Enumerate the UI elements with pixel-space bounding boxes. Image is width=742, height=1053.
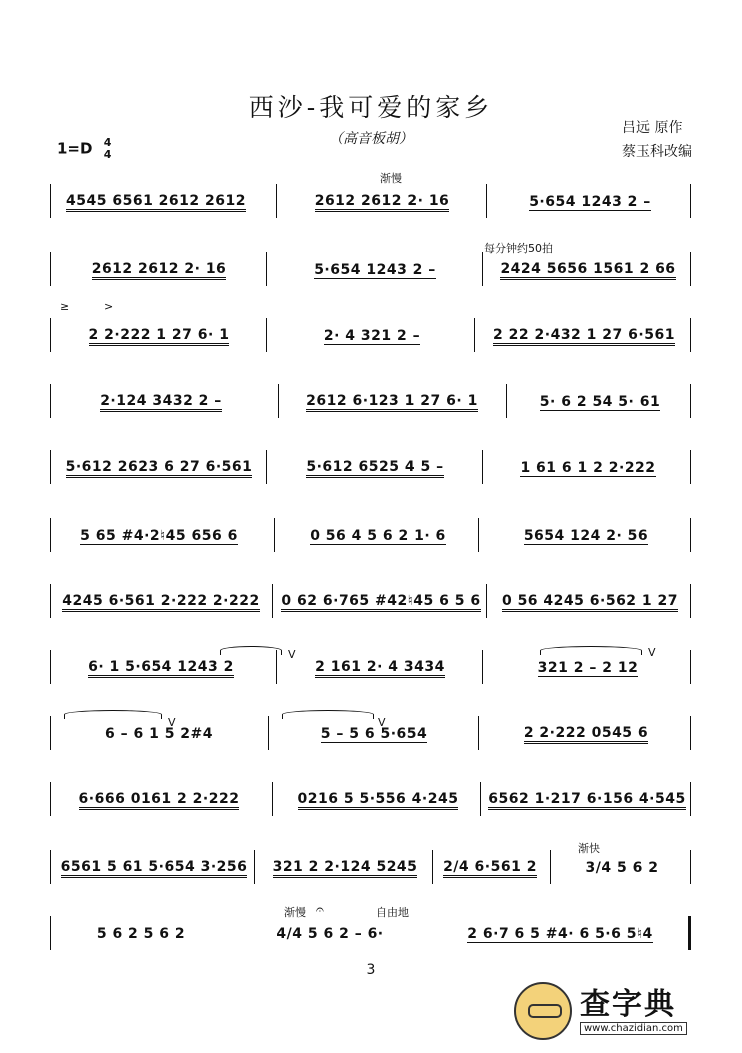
barline [276,184,277,218]
measure-notes: 4245 6·561 2·222 2·222 [62,593,259,612]
measure-notes: 5 6 2 5 6 2 [96,926,186,942]
measure-notes: 2 2·222 1 27 6· 1 [89,327,230,346]
score-row-4 [50,384,692,420]
measure [488,656,688,680]
measure [56,190,256,214]
logo-url: www.chazidian.com [580,1022,687,1035]
barline [690,252,691,286]
barline [268,716,269,750]
barline [690,450,691,484]
measure [272,456,478,480]
barline [266,318,267,352]
measure [280,524,476,548]
measure-notes: 0 62 6·765 #42♮45 6 5 6 [281,593,480,612]
measure [434,922,686,946]
site-logo [514,978,724,1044]
measure-notes: 2612 2612 2· 16 [92,261,227,280]
score-row-6 [50,518,692,554]
accent-mark-1: ≥ [60,300,70,313]
measure [56,922,226,946]
measure [284,390,500,414]
measure [56,324,262,348]
measure-notes: 6562 1·217 6·156 4·545 [488,791,685,810]
score-row-11 [50,850,692,886]
barline [480,782,481,816]
measure-notes: 2·124 3432 2 – [100,393,222,412]
instrument-subtitle: （高音板胡） [329,131,413,147]
measure-notes: 4545 6561 2612 2612 [66,193,246,212]
measure-notes: 6·666 0161 2 2·222 [79,791,240,810]
barline [50,650,51,684]
slow-mark-2: 渐慢 [284,906,306,919]
measure-notes: 321 2 – 2 12 [537,659,639,676]
measure [272,258,478,282]
barline [266,450,267,484]
barline [50,850,51,884]
accent-mark-2: > [104,300,114,313]
breath-mark: V [168,716,176,729]
measure-notes: 2 22 2·432 1 27 6·561 [493,327,675,346]
score-row-2 [50,252,692,288]
score-row-12 [50,916,692,952]
arranger-credit: 蔡玉科改编 [622,144,692,160]
measure [492,590,688,614]
barline [690,318,691,352]
measure [282,190,482,214]
barline [478,716,479,750]
barline [50,318,51,352]
barline [478,518,479,552]
measure-notes: 2 6·7 6 5 #4· 6 5·6 5♮4 [467,925,653,942]
measure-notes: 0 56 4245 6·562 1 27 [502,593,678,612]
barline [690,384,691,418]
score-row-5 [50,450,692,486]
barline [690,850,691,884]
barline [254,850,255,884]
measure [230,922,430,946]
slow-mark-1: 渐慢 [380,172,402,185]
barline [50,384,51,418]
measure [484,722,688,746]
score-row-8 [50,650,692,686]
breath-mark: V [648,646,656,659]
barline [690,184,691,218]
measure-notes: 5 – 5 6 5·654 [320,725,428,742]
measure [56,590,266,614]
measure [56,258,262,282]
free-tempo-mark: 自由地 [376,906,409,919]
barline [690,782,691,816]
measure-notes: 2· 4 321 2 – [323,327,421,344]
barline [50,252,51,286]
measure-notes: 4/4 5 6 2 – 6· [276,926,384,942]
measure-notes: 321 2 2·124 5245 [273,859,418,878]
logo-name: 查字典 [580,986,676,1022]
measure [512,390,688,414]
measure-notes: 2 2·222 0545 6 [524,725,648,744]
barline [690,584,691,618]
time-top: 4 [103,136,112,149]
measure [486,788,688,812]
barline [266,252,267,286]
page-number: 3 [366,962,376,978]
barline [550,850,551,884]
barline [474,318,475,352]
measure [56,788,262,812]
barline [50,184,51,218]
mascot-icon [514,982,572,1040]
breath-mark: V [378,716,386,729]
barline [274,518,275,552]
barline [276,650,277,684]
score-row-9 [50,716,692,752]
measure [556,856,688,880]
measure-notes: 5 65 #4·2♮45 656 6 [80,527,238,544]
score-row-3 [50,318,692,354]
measure-notes: 0 56 4 5 6 2 1· 6 [310,527,446,544]
measure-notes: 2424 5656 1561 2 66 [500,261,675,280]
barline [272,584,273,618]
barline [50,584,51,618]
barline [690,716,691,750]
score-row-10 [50,782,692,818]
measure-notes: 0216 5 5·556 4·245 [298,791,459,810]
barline [506,384,507,418]
final-barline [688,916,691,950]
barline [432,850,433,884]
measure [272,324,472,348]
score-row-7 [50,584,692,620]
measure-notes: 3/4 5 6 2 [585,860,659,876]
breath-mark: V [288,648,296,661]
barline [272,782,273,816]
measure-notes: 2612 2612 2· 16 [315,193,450,212]
measure-notes: 5654 124 2· 56 [523,527,649,544]
barline [278,384,279,418]
measure [56,456,262,480]
measure [484,524,688,548]
measure [260,856,430,880]
page-title: 西沙-我可爱的家乡 [248,93,494,122]
measure [56,856,252,880]
measure [488,456,688,480]
measure [274,722,474,746]
barline [690,518,691,552]
barline [50,450,51,484]
measure [278,590,484,614]
measure [56,390,266,414]
measure [56,524,262,548]
barline [50,716,51,750]
measure [480,324,688,348]
time-signature [104,137,112,161]
tempo-mark: 每分钟约50拍 [484,242,553,255]
measure-notes: 1 61 6 1 2 2·222 [520,459,656,476]
barline [690,650,691,684]
key-label: 1=D [57,139,93,158]
measure [492,190,688,214]
measure-notes: 6 – 6 1 5 2#4 [104,726,214,742]
measure-notes: 2 161 2· 4 3434 [315,659,445,678]
measure [278,788,478,812]
barline [482,650,483,684]
time-bottom: 4 [103,148,112,161]
measure [488,258,688,282]
measure-notes: 5· 6 2 54 5· 61 [539,393,661,410]
measure-notes: 5·612 2623 6 27 6·561 [66,459,253,478]
key-signature [57,137,111,161]
measure [438,856,542,880]
measure-notes: 5·612 6525 4 5 – [306,459,443,478]
score-row-1 [50,184,692,220]
measure-notes: 6561 5 61 5·654 3·256 [61,859,248,878]
measure-notes: 5·654 1243 2 – [529,193,651,210]
measure [282,656,478,680]
measure [56,722,262,746]
composer-credit: 吕远 原作 [622,120,683,136]
barline [482,252,483,286]
barline [486,184,487,218]
barline [482,450,483,484]
measure [56,656,266,680]
measure-notes: 2/4 6·561 2 [443,859,537,878]
barline [486,584,487,618]
barline [50,782,51,816]
barline [50,916,51,950]
measure-notes: 6· 1 5·654 1243 2 [88,659,234,678]
credits [622,116,692,164]
measure-notes: 2612 6·123 1 27 6· 1 [306,393,478,412]
measure-notes: 5·654 1243 2 – [314,261,436,278]
fermata-icon: 𝄐 [316,902,324,918]
logo-text [580,988,687,1035]
faster-mark: 渐快 [578,842,600,855]
barline [50,518,51,552]
